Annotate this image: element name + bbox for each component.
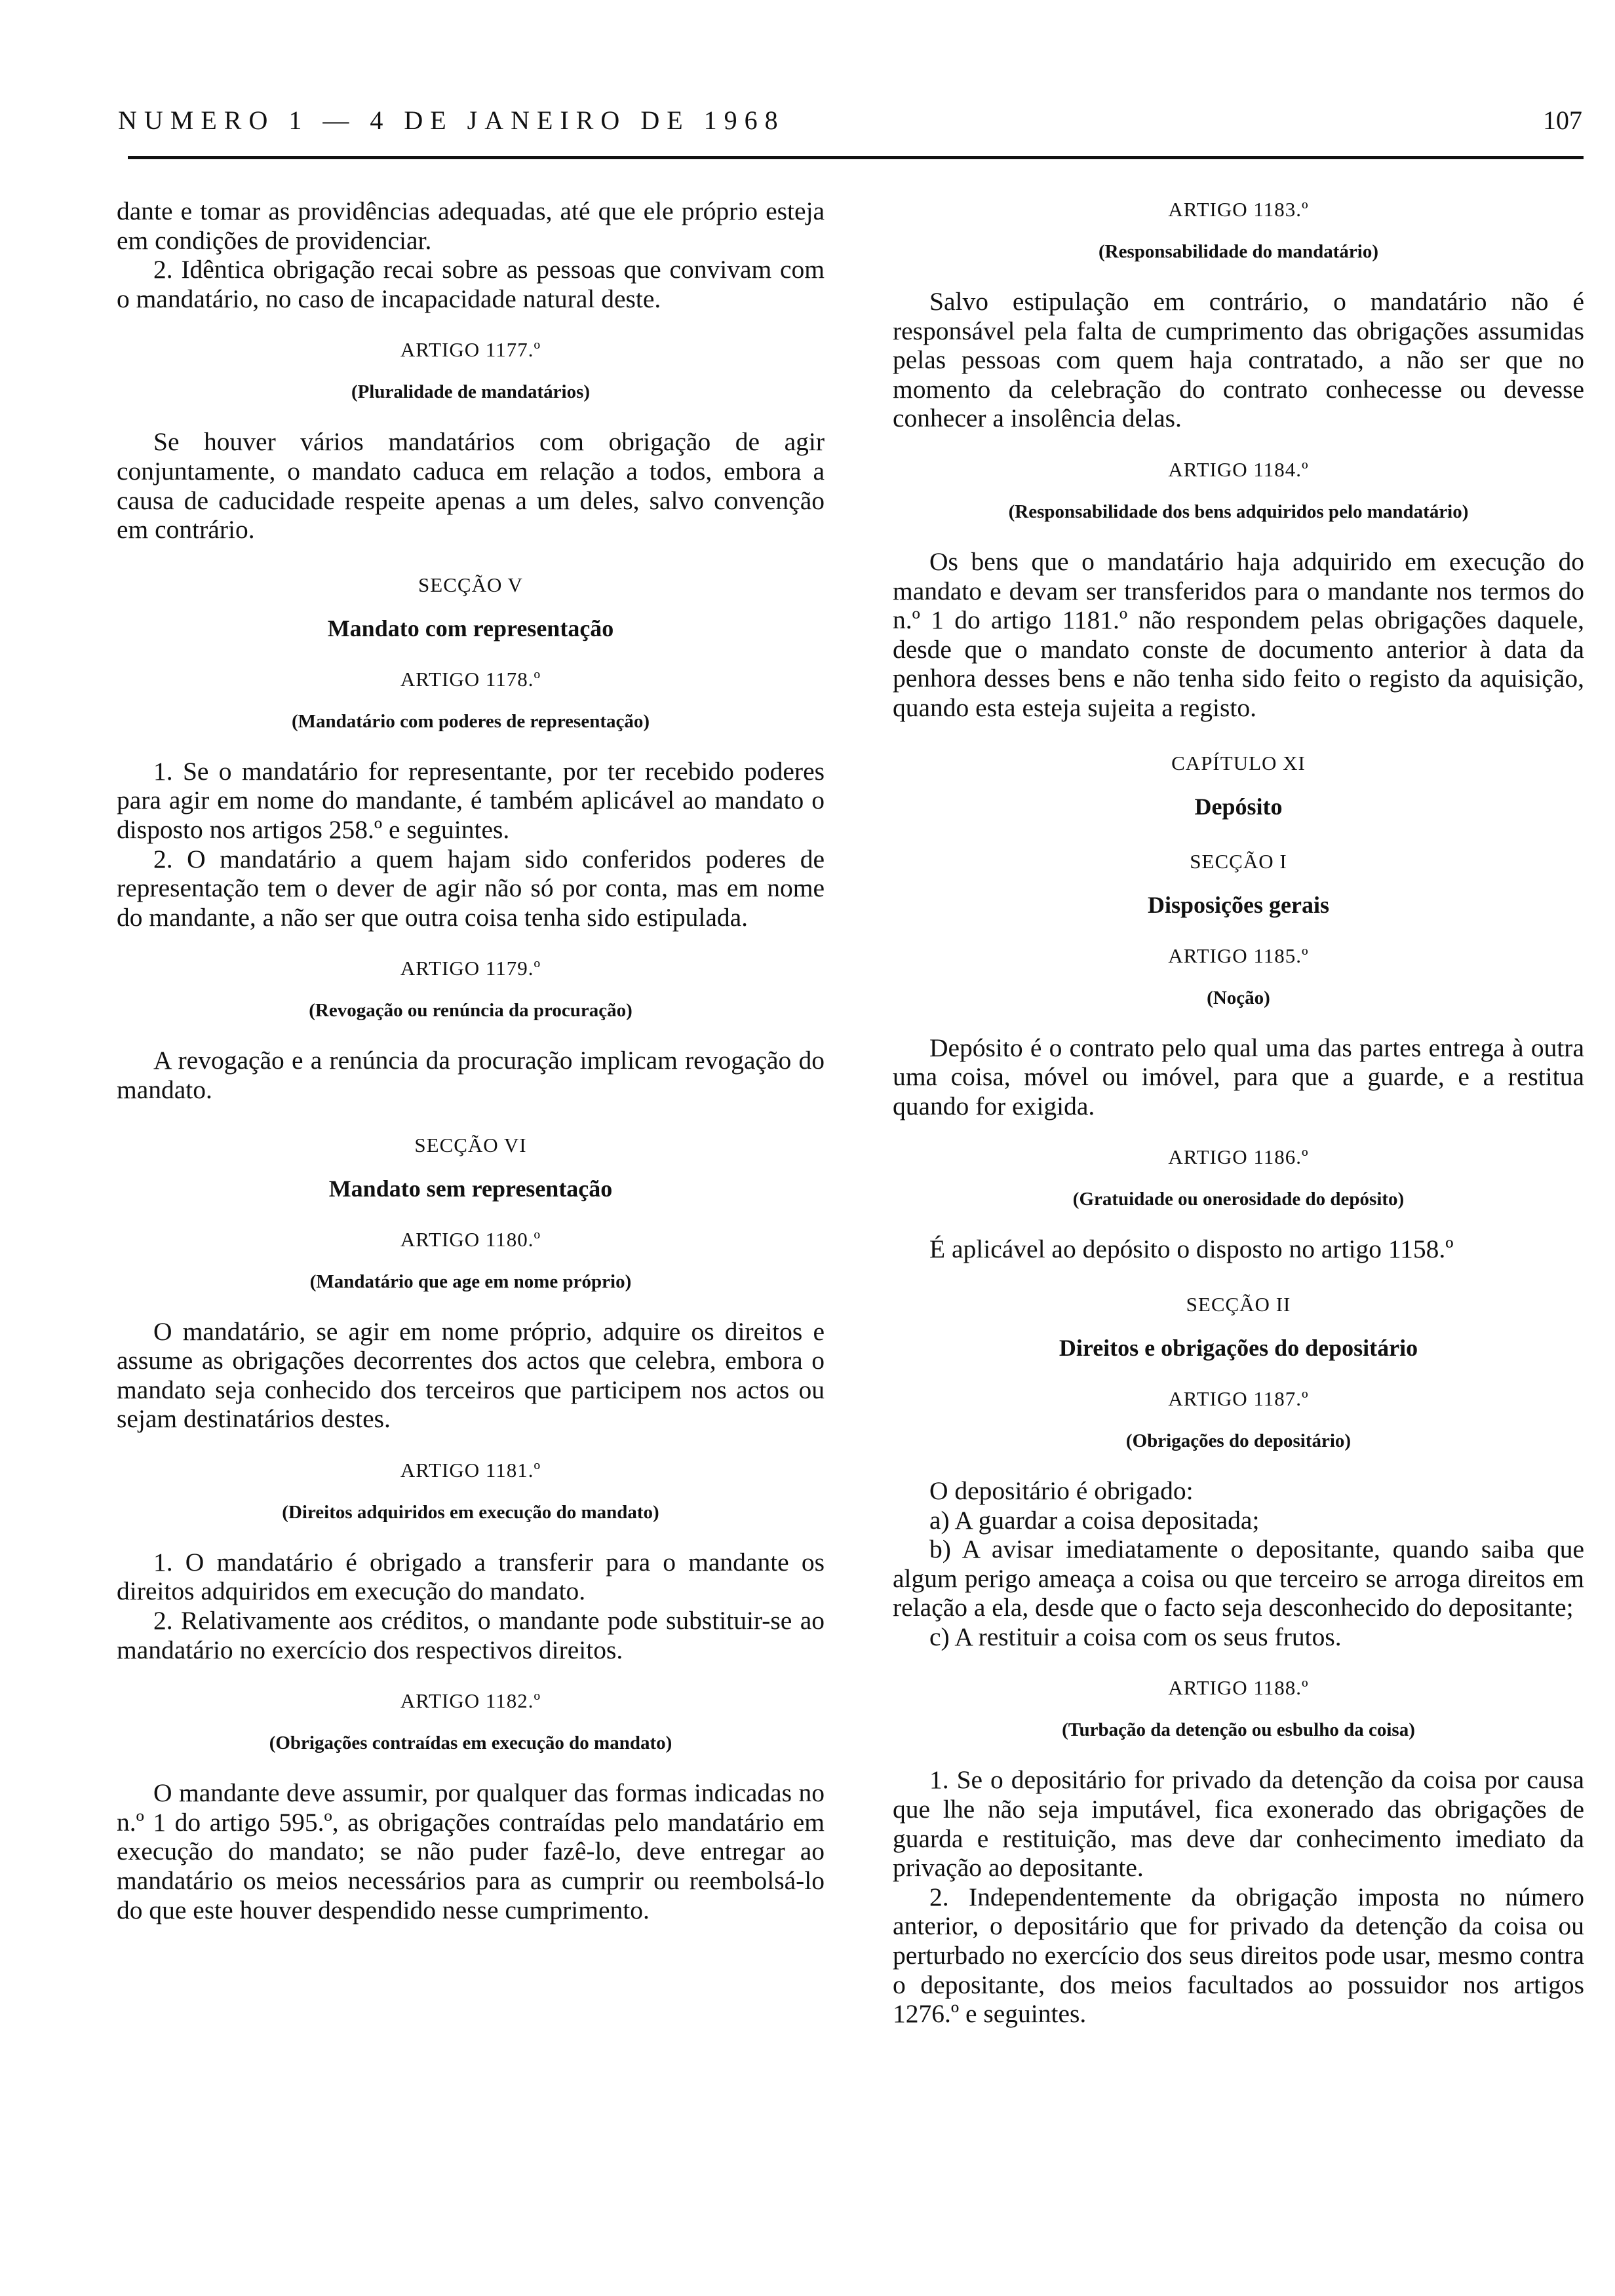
- paragraph: Se houver vários mandatários com obrigação de agir conjuntamente, o mandato caduca em relação a todos, embora a causa de caducidade respeite apenas a um deles, salvo convenção em contrário.: [117, 427, 825, 545]
- section-label: SECÇÃO VI: [414, 1133, 527, 1157]
- article-number: ARTIGO 1178.º: [400, 667, 541, 691]
- paragraph: É aplicável ao depósito o disposto no artigo 1158.º: [929, 1234, 1454, 1264]
- paragraph: O mandante deve assumir, por qualquer das formas indicadas no n.º 1 do artigo 595.º, as obrigações contraídas pelo mandatário em execução do mandato; se não puder fazê-lo, deve entregar ao mandatário os meios necessários para as cumprir ou reembolsá-lo do que este houver despendido nesse cumprimento.: [117, 1778, 825, 1924]
- paragraph: 1. O mandatário é obrigado a transferir para o mandante os direitos adquiridos em execução do mandato.: [117, 1547, 825, 1606]
- section-heading: Disposições gerais: [1148, 891, 1329, 918]
- article-number: ARTIGO 1179.º: [400, 957, 541, 980]
- article-number: ARTIGO 1186.º: [1168, 1145, 1309, 1169]
- paragraph: A revogação e a renúncia da procuração implicam revogação do mandato.: [117, 1046, 825, 1104]
- section-label: SECÇÃO II: [1186, 1292, 1291, 1316]
- paragraph: Os bens que o mandatário haja adquirido em execução do mandato e devam ser transferidos para o mandante nos termos do n.º 1 do artigo 1181.º não respondem pelas obrigações daquele, desde que o mandato conste de documento anterior à data da penhora desses bens e não tenha sido feito o registo da aquisição, quando esta esteja sujeita a registo.: [893, 546, 1584, 722]
- article-number: ARTIGO 1177.º: [400, 338, 541, 362]
- list-item: c) A restituir a coisa com os seus frutos.: [929, 1622, 1342, 1651]
- article-subtitle: (Responsabilidade do mandatário): [1098, 241, 1378, 262]
- article-subtitle: (Turbação da detenção ou esbulho da coisa): [1062, 1719, 1415, 1741]
- issue-title: NUMERO 1 — 4 DE JANEIRO DE 1968: [118, 105, 785, 135]
- article-subtitle: (Gratuidade ou onerosidade do depósito): [1072, 1189, 1405, 1210]
- paragraph: Depósito é o contrato pelo qual uma das partes entrega à outra uma coisa, móvel ou imóvel, para que a guarde, e a restitua quando for exigida.: [893, 1033, 1584, 1120]
- article-subtitle: (Responsabilidade dos bens adquiridos pelo mandatário): [1008, 501, 1469, 522]
- article-number: ARTIGO 1184.º: [1168, 457, 1309, 481]
- section-heading: Direitos e obrigações do depositário: [1059, 1334, 1418, 1361]
- article-subtitle: (Mandatário com poderes de representação): [291, 710, 650, 732]
- section-heading: Depósito: [1194, 793, 1283, 820]
- article-subtitle: (Revogação ou renúncia da procuração): [309, 1000, 632, 1022]
- article-number: ARTIGO 1188.º: [1168, 1676, 1309, 1700]
- article-subtitle: (Mandatário que age em nome próprio): [309, 1271, 632, 1292]
- section-heading: Mandato sem representação: [328, 1175, 613, 1202]
- article-number: ARTIGO 1180.º: [400, 1227, 541, 1251]
- article-subtitle: (Noção): [1207, 987, 1270, 1008]
- article-number: ARTIGO 1181.º: [400, 1458, 541, 1482]
- article-number: ARTIGO 1185.º: [1168, 944, 1309, 967]
- article-number: ARTIGO 1182.º: [400, 1689, 541, 1713]
- paragraph: 2. O mandatário a quem hajam sido conferidos poderes de representação tem o dever de agir não só por conta, mas em nome do mandante, a não ser que outra coisa tenha sido estipulada.: [117, 844, 825, 932]
- section-label: SECÇÃO I: [1190, 849, 1287, 873]
- paragraph: 2. Idêntica obrigação recai sobre as pessoas que convivam com o mandatário, no caso de incapacidade natural deste.: [117, 255, 825, 313]
- left-column: [117, 197, 825, 1924]
- header-rule: [128, 156, 1584, 159]
- page-number: 107: [1543, 105, 1582, 135]
- list-item: b) A avisar imediatamente o depositante, quando saiba que algum perigo ameaça a coisa ou que terceiro se arroga direitos em relação a ela, desde que o facto seja desconhecido do depositante;: [893, 1535, 1584, 1622]
- running-header: [118, 105, 1582, 144]
- article-subtitle: (Pluralidade de mandatários): [351, 381, 591, 403]
- paragraph: 1. Se o mandatário for representante, por ter recebido poderes para agir em nome do mandante, é também aplicável ao mandato o disposto nos artigos 258.º e seguintes.: [117, 756, 825, 844]
- article-subtitle: (Direitos adquiridos em execução do mandato): [282, 1501, 659, 1523]
- paragraph: 1. Se o depositário for privado da detenção da coisa por causa que lhe não seja imputável, fica exonerado das obrigações de guarda e restituição, mas deve dar conhecimento imediato da privação ao depositante.: [893, 1765, 1584, 1883]
- article-number: ARTIGO 1183.º: [1168, 198, 1309, 221]
- paragraph-continued: dante e tomar as providências adequadas, até que ele próprio esteja em condições de providenciar.: [117, 197, 825, 255]
- paragraph: 2. Independentemente da obrigação imposta no número anterior, o depositário que for privado da detenção da coisa ou perturbado no exercício dos seus direitos pode usar, mesmo contra o depositante, dos meios facultados ao possuidor nos artigos 1276.º e seguintes.: [893, 1882, 1584, 2029]
- paragraph: O mandatário, se agir em nome próprio, adquire os direitos e assume as obrigações decorrentes dos actos que celebra, embora o mandato seja conhecido dos terceiros que participem nos actos ou sejam destinatários destes.: [117, 1316, 825, 1434]
- right-column: [893, 197, 1584, 2029]
- paragraph: O depositário é obrigado:: [929, 1476, 1194, 1505]
- article-subtitle: (Obrigações do depositário): [1125, 1430, 1352, 1451]
- section-label: CAPÍTULO XI: [1171, 751, 1306, 775]
- section-label: SECÇÃO V: [418, 573, 523, 596]
- article-subtitle: (Obrigações contraídas em execução do mandato): [269, 1732, 672, 1754]
- paragraph: 2. Relativamente aos créditos, o mandante pode substituir-se ao mandatário no exercício dos respectivos direitos.: [117, 1606, 825, 1664]
- section-heading: Mandato com representação: [327, 615, 614, 641]
- paragraph: Salvo estipulação em contrário, o mandatário não é responsável pela falta de cumprimento das obrigações assumidas pelas pessoas com quem haja contratado, a não ser que no momento da celebração do contrato conhecesse ou devesse conhecer a insolência delas.: [893, 287, 1584, 433]
- list-item: a) A guardar a coisa depositada;: [929, 1505, 1260, 1535]
- article-number: ARTIGO 1187.º: [1168, 1387, 1309, 1410]
